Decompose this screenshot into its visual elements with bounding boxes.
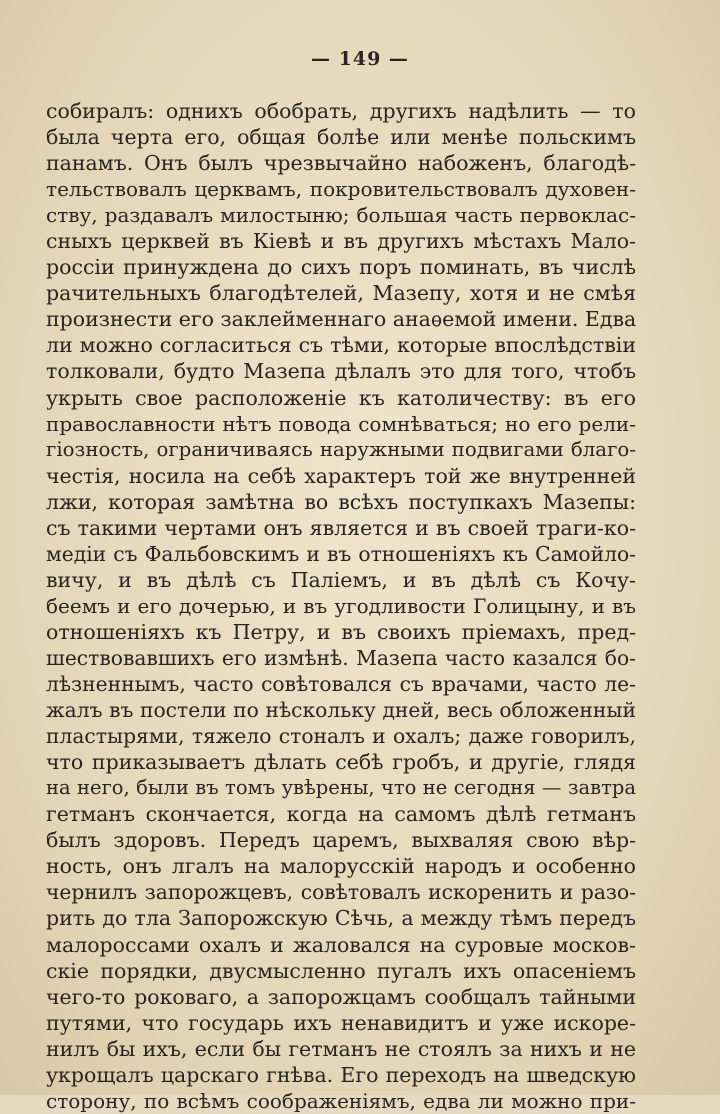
text-line: вичу, и въ дѣлѣ съ Паліемъ, и въ дѣлѣ съ Кочу- bbox=[46, 567, 636, 592]
text-line: на него, были въ томъ увѣрены, что не сегодня — завтра bbox=[46, 776, 636, 800]
text-line: укрыть свое расположеніе къ католичеству: въ его bbox=[46, 385, 636, 410]
text-line: ли можно согласиться съ тѣми, которые впослѣдствіи bbox=[46, 333, 636, 358]
text-line: рачительныхъ благодѣтелей, Мазепу, хотя и не смѣя bbox=[46, 281, 636, 306]
text-line: гетманъ скончается, когда на самомъ дѣлѣ гетманъ bbox=[46, 802, 636, 827]
text-line: православности нѣтъ повода сомнѣваться; но его рели- bbox=[46, 411, 636, 436]
text-line: сторону, по всѣмъ соображеніямъ, едва ли можно при- bbox=[46, 1088, 636, 1113]
text-line: что приказываетъ дѣлать себѣ гробъ, и другіе, глядя bbox=[46, 750, 636, 775]
text-line: честія, носила на себѣ характеръ той же внутренней bbox=[46, 463, 636, 488]
text-line: панамъ. Онъ былъ чрезвычайно набоженъ, благодѣ- bbox=[46, 151, 636, 176]
text-line: путями, что государь ихъ ненавидитъ и уже искоре- bbox=[46, 1010, 636, 1035]
text-line: пластырями, тяжело стоналъ и охалъ; даже говорилъ, bbox=[46, 724, 636, 749]
text-line: шествовавшихъ его измѣнѣ. Мазепа часто казался бо- bbox=[46, 645, 636, 670]
text-line: тельствовалъ церквамъ, покровительствовалъ духовен- bbox=[46, 177, 636, 202]
text-line: укрощалъ царскаго гнѣва. Его переходъ на шведскую bbox=[46, 1062, 636, 1087]
text-line: гіозность, ограничиваясь наружными подвигами благо- bbox=[46, 437, 636, 461]
text-line: скіе порядки, двусмысленно пугалъ ихъ опасеніемъ bbox=[46, 958, 636, 983]
text-line: нилъ бы ихъ, если бы гетманъ не стоялъ за нихъ и не bbox=[46, 1036, 636, 1061]
text-line: ность, онъ лгалъ на малорусскій народъ и особенно bbox=[46, 854, 636, 879]
text-line: была черта его, общая болѣе или менѣе польскимъ bbox=[46, 125, 636, 150]
text-line: собиралъ: однихъ обобрать, другихъ надѣлить — то bbox=[46, 99, 636, 123]
text-line: чего-то роковаго, а запорожцамъ сообщалъ тайными bbox=[46, 984, 636, 1009]
text-line: былъ здоровъ. Передъ царемъ, выхваляя свою вѣр- bbox=[46, 828, 636, 853]
text-line: отношеніяхъ къ Петру, и въ своихъ пріемахъ, пред- bbox=[46, 619, 636, 644]
text-line: чернилъ запорожцевъ, совѣтовалъ искоренить и разо- bbox=[46, 880, 636, 905]
text-line: рить до тла Запорожскую Сѣчь, а между тѣмъ передъ bbox=[46, 906, 636, 931]
text-line: толковали, будто Мазепа дѣлалъ это для того, чтобъ bbox=[46, 359, 636, 384]
text-line: медіи съ Фальбовскимъ и въ отношеніяхъ къ Самойло- bbox=[46, 541, 636, 566]
text-line: лѣзненнымъ, часто совѣтовался съ врачами, часто ле- bbox=[46, 672, 636, 697]
text-line: лжи, которая замѣтна во всѣхъ поступкахъ Мазепы: bbox=[46, 489, 636, 514]
text-line: жалъ въ постели по нѣскольку дней, весь обложенный bbox=[46, 698, 636, 723]
body-text bbox=[46, 98, 636, 1114]
text-line: малороссами охалъ и жаловался на суровые москов- bbox=[46, 932, 636, 957]
text-line: ству, раздавалъ милостыню; большая часть первоклас- bbox=[46, 203, 636, 228]
text-line: съ такими чертами онъ является и въ своей траги-ко- bbox=[46, 515, 636, 540]
text-line: беемъ и его дочерью, и въ угодливости Голицыну, и въ bbox=[46, 593, 636, 618]
text-line: россіи принуждена до сихъ поръ поминать, въ числѣ bbox=[46, 255, 636, 280]
page-number: — 149 — bbox=[311, 48, 409, 70]
text-line: сныхъ церквей въ Кіевѣ и въ другихъ мѣстахъ Мало- bbox=[46, 229, 636, 254]
text-line: произнести его заклейменнаго анаѳемой имени. Едва bbox=[46, 307, 636, 332]
